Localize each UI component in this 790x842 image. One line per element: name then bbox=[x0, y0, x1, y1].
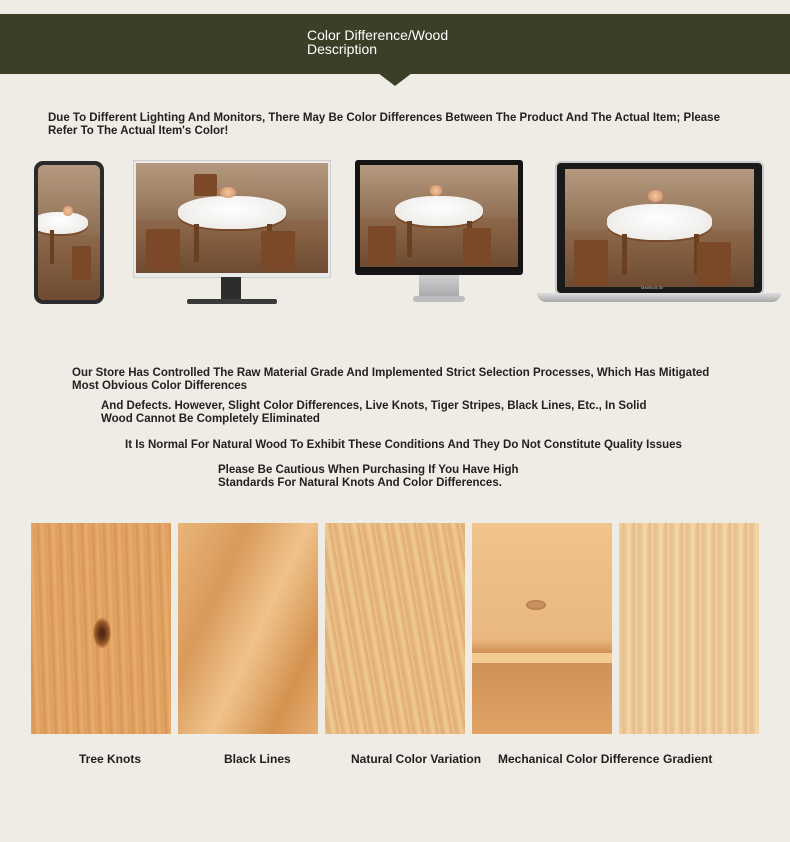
wood-label: Gradient bbox=[663, 752, 713, 766]
dining-set-image bbox=[38, 165, 100, 300]
wood-sample-gradient bbox=[619, 523, 759, 734]
wood-sample-tree-knots bbox=[31, 523, 171, 734]
knot-mark bbox=[93, 618, 111, 648]
dining-set-image bbox=[360, 165, 518, 267]
paragraph-defects: And Defects. However, Slight Color Differences, Live Knots, Tiger Stripes, Black Lines, Etc., In Solid Wood Cannot Be Completely Eliminated bbox=[101, 400, 647, 425]
paragraph-normal-wood: It Is Normal For Natural Wood To Exhibit These Conditions And They Do Not Constitute Quality Issues bbox=[125, 439, 682, 451]
dining-set-image bbox=[565, 169, 754, 287]
phone-device bbox=[34, 161, 104, 304]
monitor-device bbox=[133, 160, 329, 306]
wood-label: Natural Color Variation bbox=[351, 752, 482, 766]
laptop-brand-label: MacBook Air bbox=[641, 285, 664, 290]
imac-device bbox=[355, 160, 523, 306]
wood-sample-natural-variation bbox=[325, 523, 465, 734]
paragraph-caution: Please Be Cautious When Purchasing If You Have High Standards For Natural Knots And Color Differences. bbox=[218, 464, 519, 489]
wood-peg bbox=[526, 600, 546, 610]
page-title: Color Difference/Wood Description bbox=[307, 27, 449, 57]
wood-label: Black Lines bbox=[224, 752, 291, 766]
laptop-device bbox=[537, 161, 781, 306]
wood-label: Mechanical Color Difference bbox=[498, 752, 660, 766]
wood-sample-mechanical-difference bbox=[472, 523, 612, 734]
wood-label: Tree Knots bbox=[79, 752, 142, 766]
wood-sample-black-lines bbox=[178, 523, 318, 734]
paragraph-material-control: Our Store Has Controlled The Raw Material Grade And Implemented Strict Selection Processes, Which Has Mitigated Most Obvious Color Differences bbox=[72, 367, 710, 392]
dining-set-image bbox=[136, 163, 328, 273]
color-notice: Due To Different Lighting And Monitors, There May Be Color Differences Between The Product And The Actual Item; Please Refer To The Actual Item's Color! bbox=[48, 112, 720, 137]
banner-arrow-icon bbox=[378, 73, 412, 86]
